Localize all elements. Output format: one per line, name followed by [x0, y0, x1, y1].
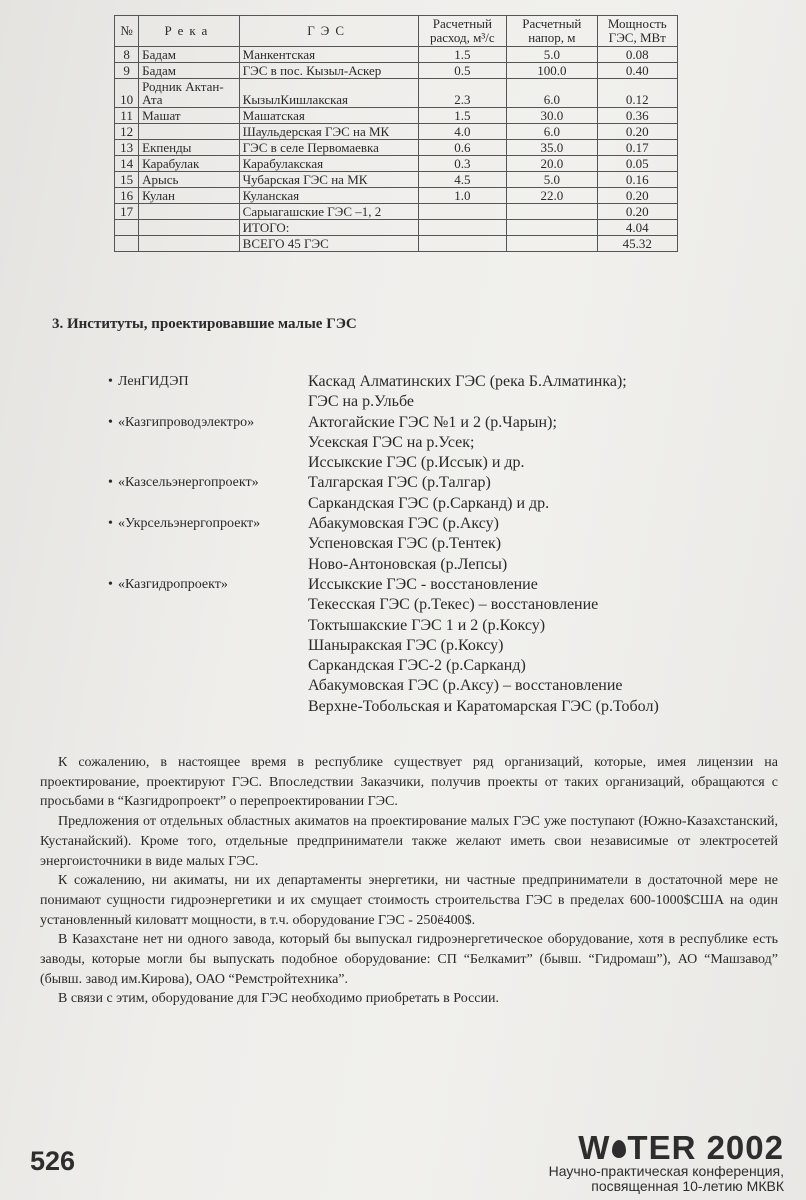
table-row — [115, 220, 678, 236]
institute-name-text: «Казгидропроект» — [118, 576, 228, 592]
project-line: Абакумовская ГЭС (р.Аксу) — [308, 515, 499, 533]
cell-ges: Карабулакская — [239, 156, 418, 172]
institute-name-text: ЛенГИДЭП — [118, 374, 189, 389]
cell-river — [139, 220, 240, 236]
table-row — [115, 79, 678, 108]
header-river: Река — [139, 16, 240, 47]
project-line: ГЭС на р.Ульбе — [308, 393, 414, 411]
table-header-row — [115, 16, 678, 47]
cell-ges: Куланская — [239, 188, 418, 204]
cell-ges: Манкентская — [239, 47, 418, 63]
cell-no: 17 — [115, 204, 139, 220]
paragraph: К сожалению, в настоящее время в республике существует ряд организаций, которые, имея лицензии на проектирование, проектируют ГЭС. Впоследствии Заказчики, получив проекты от таких организаций, обращаются с просьбами в “Казгидропроект” о перепроектировании ГЭС. — [40, 755, 778, 810]
institute-item — [108, 514, 748, 575]
paragraph: В связи с этим, оборудование для ГЭС необходимо приобретать в России. — [58, 991, 499, 1007]
cell-ges: Чубарская ГЭС на МК — [239, 172, 418, 188]
paragraph: Предложения от отдельных областных акиматов на проектирование малых ГЭС уже поступают (Южно-Казахстанский, Кустанайский). Кроме того, отдельные предприниматели также желают иметь свои независимые от электросетей энергоисточники в виде малых ГЭС. — [40, 814, 778, 869]
cell-no: 15 — [115, 172, 139, 188]
cell-river: Кулан — [139, 188, 240, 204]
cell-power: 0.40 — [597, 63, 677, 79]
cell-ges: Сарыагашские ГЭС –1, 2 — [239, 204, 418, 220]
cell-flow: 4.5 — [418, 172, 506, 188]
brand-line-2: посвященная 10-летию МКВК — [591, 1178, 784, 1194]
header-head: Расчетный напор, м — [507, 16, 597, 47]
header-flow: Расчетный расход, м³/с — [418, 16, 506, 47]
cell-power: 45.32 — [597, 236, 677, 252]
cell-ges: ВСЕГО 45 ГЭС — [239, 236, 418, 252]
institute-projects — [308, 575, 748, 717]
cell-head — [507, 236, 597, 252]
cell-flow: 1.0 — [418, 188, 506, 204]
institute-item — [108, 473, 748, 514]
paragraph: В Казахстане нет ни одного завода, который бы выпускал гидроэнергетическое оборудование, хотя в республике есть заводы, которые могли бы выпускать подобное оборудование: СП “Белкамит” (бывш. “Гидромаш”), АО “Машзавод” (бывш. завод им.Кирова), ОАО “Ремстройтехника”. — [40, 932, 778, 987]
institute-name — [108, 575, 308, 717]
project-line: Талгарская ГЭС (р.Талгар) — [308, 474, 491, 492]
project-line: Каскад Алматинских ГЭС (река Б.Алматинка); — [308, 373, 627, 390]
cell-no: 12 — [115, 124, 139, 140]
cell-power: 0.20 — [597, 204, 677, 220]
project-line: Токтышакские ГЭС 1 и 2 (р.Коксу) — [308, 616, 546, 634]
table-row — [115, 236, 678, 252]
project-line: Абакумовская ГЭС (р.Аксу) – восстановление — [308, 677, 623, 695]
cell-flow — [418, 236, 506, 252]
project-line: Саркандская ГЭС-2 (р.Сарканд) — [308, 657, 526, 675]
project-line: Актогайские ГЭС №1 и 2 (р.Чарын); — [308, 413, 557, 431]
cell-river: Бадам — [139, 63, 240, 79]
cell-flow: 2.3 — [418, 79, 506, 108]
cell-no: 8 — [115, 47, 139, 63]
project-line: Ново-Антоновская (р.Лепсы) — [308, 555, 508, 573]
cell-head — [507, 220, 597, 236]
hydro-table — [114, 15, 678, 252]
table-row — [115, 156, 678, 172]
table-row — [115, 124, 678, 140]
table-row — [115, 140, 678, 156]
table-row — [115, 63, 678, 79]
cell-head: 22.0 — [507, 188, 597, 204]
cell-power: 0.05 — [597, 156, 677, 172]
body-text — [40, 753, 778, 1009]
table-row — [115, 108, 678, 124]
bullet-icon: • — [108, 576, 113, 592]
cell-head: 6.0 — [507, 124, 597, 140]
cell-head: 5.0 — [507, 47, 597, 63]
project-line: Верхне-Тобольская и Каратомарская ГЭС (р.Тобол) — [308, 697, 659, 715]
cell-power: 0.12 — [597, 79, 677, 108]
brand-rest: TER 2002 — [627, 1129, 784, 1166]
cell-no: 13 — [115, 140, 139, 156]
table-row — [115, 204, 678, 220]
cell-power: 0.16 — [597, 172, 677, 188]
cell-river — [139, 124, 240, 140]
cell-no — [115, 220, 139, 236]
cell-head: 30.0 — [507, 108, 597, 124]
cell-ges: КызылКишлакская — [239, 79, 418, 108]
project-line: Шаныракская ГЭС (р.Коксу) — [308, 636, 504, 654]
cell-flow: 1.5 — [418, 108, 506, 124]
cell-ges: Шаульдерская ГЭС на МК — [239, 124, 418, 140]
cell-flow — [418, 220, 506, 236]
header-no: № — [115, 16, 139, 47]
institute-projects — [308, 413, 748, 474]
cell-flow: 0.6 — [418, 140, 506, 156]
cell-head: 20.0 — [507, 156, 597, 172]
brand-line-1: Научно-практическая конференция, — [548, 1163, 784, 1179]
paragraph: К сожалению, ни акиматы, ни их департаменты энергетики, ни частные предприниматели в достаточной мере не понимают сущности гидроэнергетики и их смущает стоимость строительства ГЭС в пределах 600-1000$США на один установленный киловатт мощности, в т.ч. оборудование ГЭС - 250ё400$. — [40, 873, 778, 928]
cell-river — [139, 204, 240, 220]
cell-flow: 0.3 — [418, 156, 506, 172]
institutes-list — [108, 372, 748, 717]
cell-flow: 1.5 — [418, 47, 506, 63]
cell-head — [507, 204, 597, 220]
institute-projects — [308, 473, 748, 514]
cell-river: Карабулак — [139, 156, 240, 172]
cell-river: Родник Актан-Ата — [139, 79, 240, 108]
cell-river: Машат — [139, 108, 240, 124]
project-line: Иссыкские ГЭС - восстановление — [308, 575, 538, 593]
institute-item — [108, 372, 748, 413]
header-power: Мощность ГЭС, МВт — [597, 16, 677, 47]
project-line: Иссыкские ГЭС (р.Иссык) и др. — [308, 454, 525, 472]
project-line: Успеновская ГЭС (р.Тентек) — [308, 535, 502, 553]
cell-ges: ИТОГО: — [239, 220, 418, 236]
section-title: 3. Институты, проектировавшие малые ГЭС — [52, 316, 357, 332]
project-line: Текесская ГЭС (р.Текес) – восстановление — [308, 596, 599, 614]
cell-no: 9 — [115, 63, 139, 79]
cell-river: Бадам — [139, 47, 240, 63]
cell-ges: ГЭС в селе Первомаевка — [239, 140, 418, 156]
institute-item — [108, 575, 748, 717]
cell-river — [139, 236, 240, 252]
bullet-icon: • — [108, 414, 113, 430]
bullet-icon: • — [108, 374, 113, 389]
cell-power: 0.20 — [597, 188, 677, 204]
cell-no — [115, 236, 139, 252]
institute-name — [108, 413, 308, 474]
cell-head: 5.0 — [507, 172, 597, 188]
page-number: 526 — [30, 1146, 76, 1176]
table-row — [115, 188, 678, 204]
cell-river: Екпенды — [139, 140, 240, 156]
institute-projects — [308, 514, 748, 575]
table-row — [115, 47, 678, 63]
cell-power: 0.17 — [597, 140, 677, 156]
water-drop-icon — [612, 1140, 626, 1158]
institute-name — [108, 514, 308, 575]
cell-head: 100.0 — [507, 63, 597, 79]
cell-power: 4.04 — [597, 220, 677, 236]
institute-name — [108, 372, 308, 413]
institute-name-text: «Казсельэнергопроект» — [118, 475, 259, 491]
bullet-icon: • — [108, 475, 113, 491]
cell-no: 10 — [115, 79, 139, 108]
project-line: Саркандская ГЭС (р.Сарканд) и др. — [308, 494, 550, 512]
brand-logo — [549, 1129, 784, 1166]
cell-no: 14 — [115, 156, 139, 172]
bullet-icon: • — [108, 516, 113, 532]
institute-item — [108, 413, 748, 474]
header-ges: ГЭС — [239, 16, 418, 47]
table-row — [115, 172, 678, 188]
cell-head: 35.0 — [507, 140, 597, 156]
cell-flow — [418, 204, 506, 220]
conference-brand — [548, 1129, 784, 1194]
institute-name — [108, 473, 308, 514]
cell-power: 0.08 — [597, 47, 677, 63]
cell-power: 0.36 — [597, 108, 677, 124]
cell-flow: 0.5 — [418, 63, 506, 79]
cell-river: Арысь — [139, 172, 240, 188]
cell-ges: ГЭС в пос. Кызыл-Аскер — [239, 63, 418, 79]
cell-no: 16 — [115, 188, 139, 204]
brand-w: W — [578, 1129, 611, 1166]
cell-power: 0.20 — [597, 124, 677, 140]
project-line: Усекская ГЭС на р.Усек; — [308, 433, 475, 451]
cell-no: 11 — [115, 108, 139, 124]
cell-ges: Машатская — [239, 108, 418, 124]
cell-head: 6.0 — [507, 79, 597, 108]
cell-flow: 4.0 — [418, 124, 506, 140]
institute-name-text: «Казгипроводэлектро» — [118, 414, 255, 430]
institute-name-text: «Укрсельэнергопроект» — [118, 516, 261, 532]
institute-projects — [308, 372, 748, 413]
